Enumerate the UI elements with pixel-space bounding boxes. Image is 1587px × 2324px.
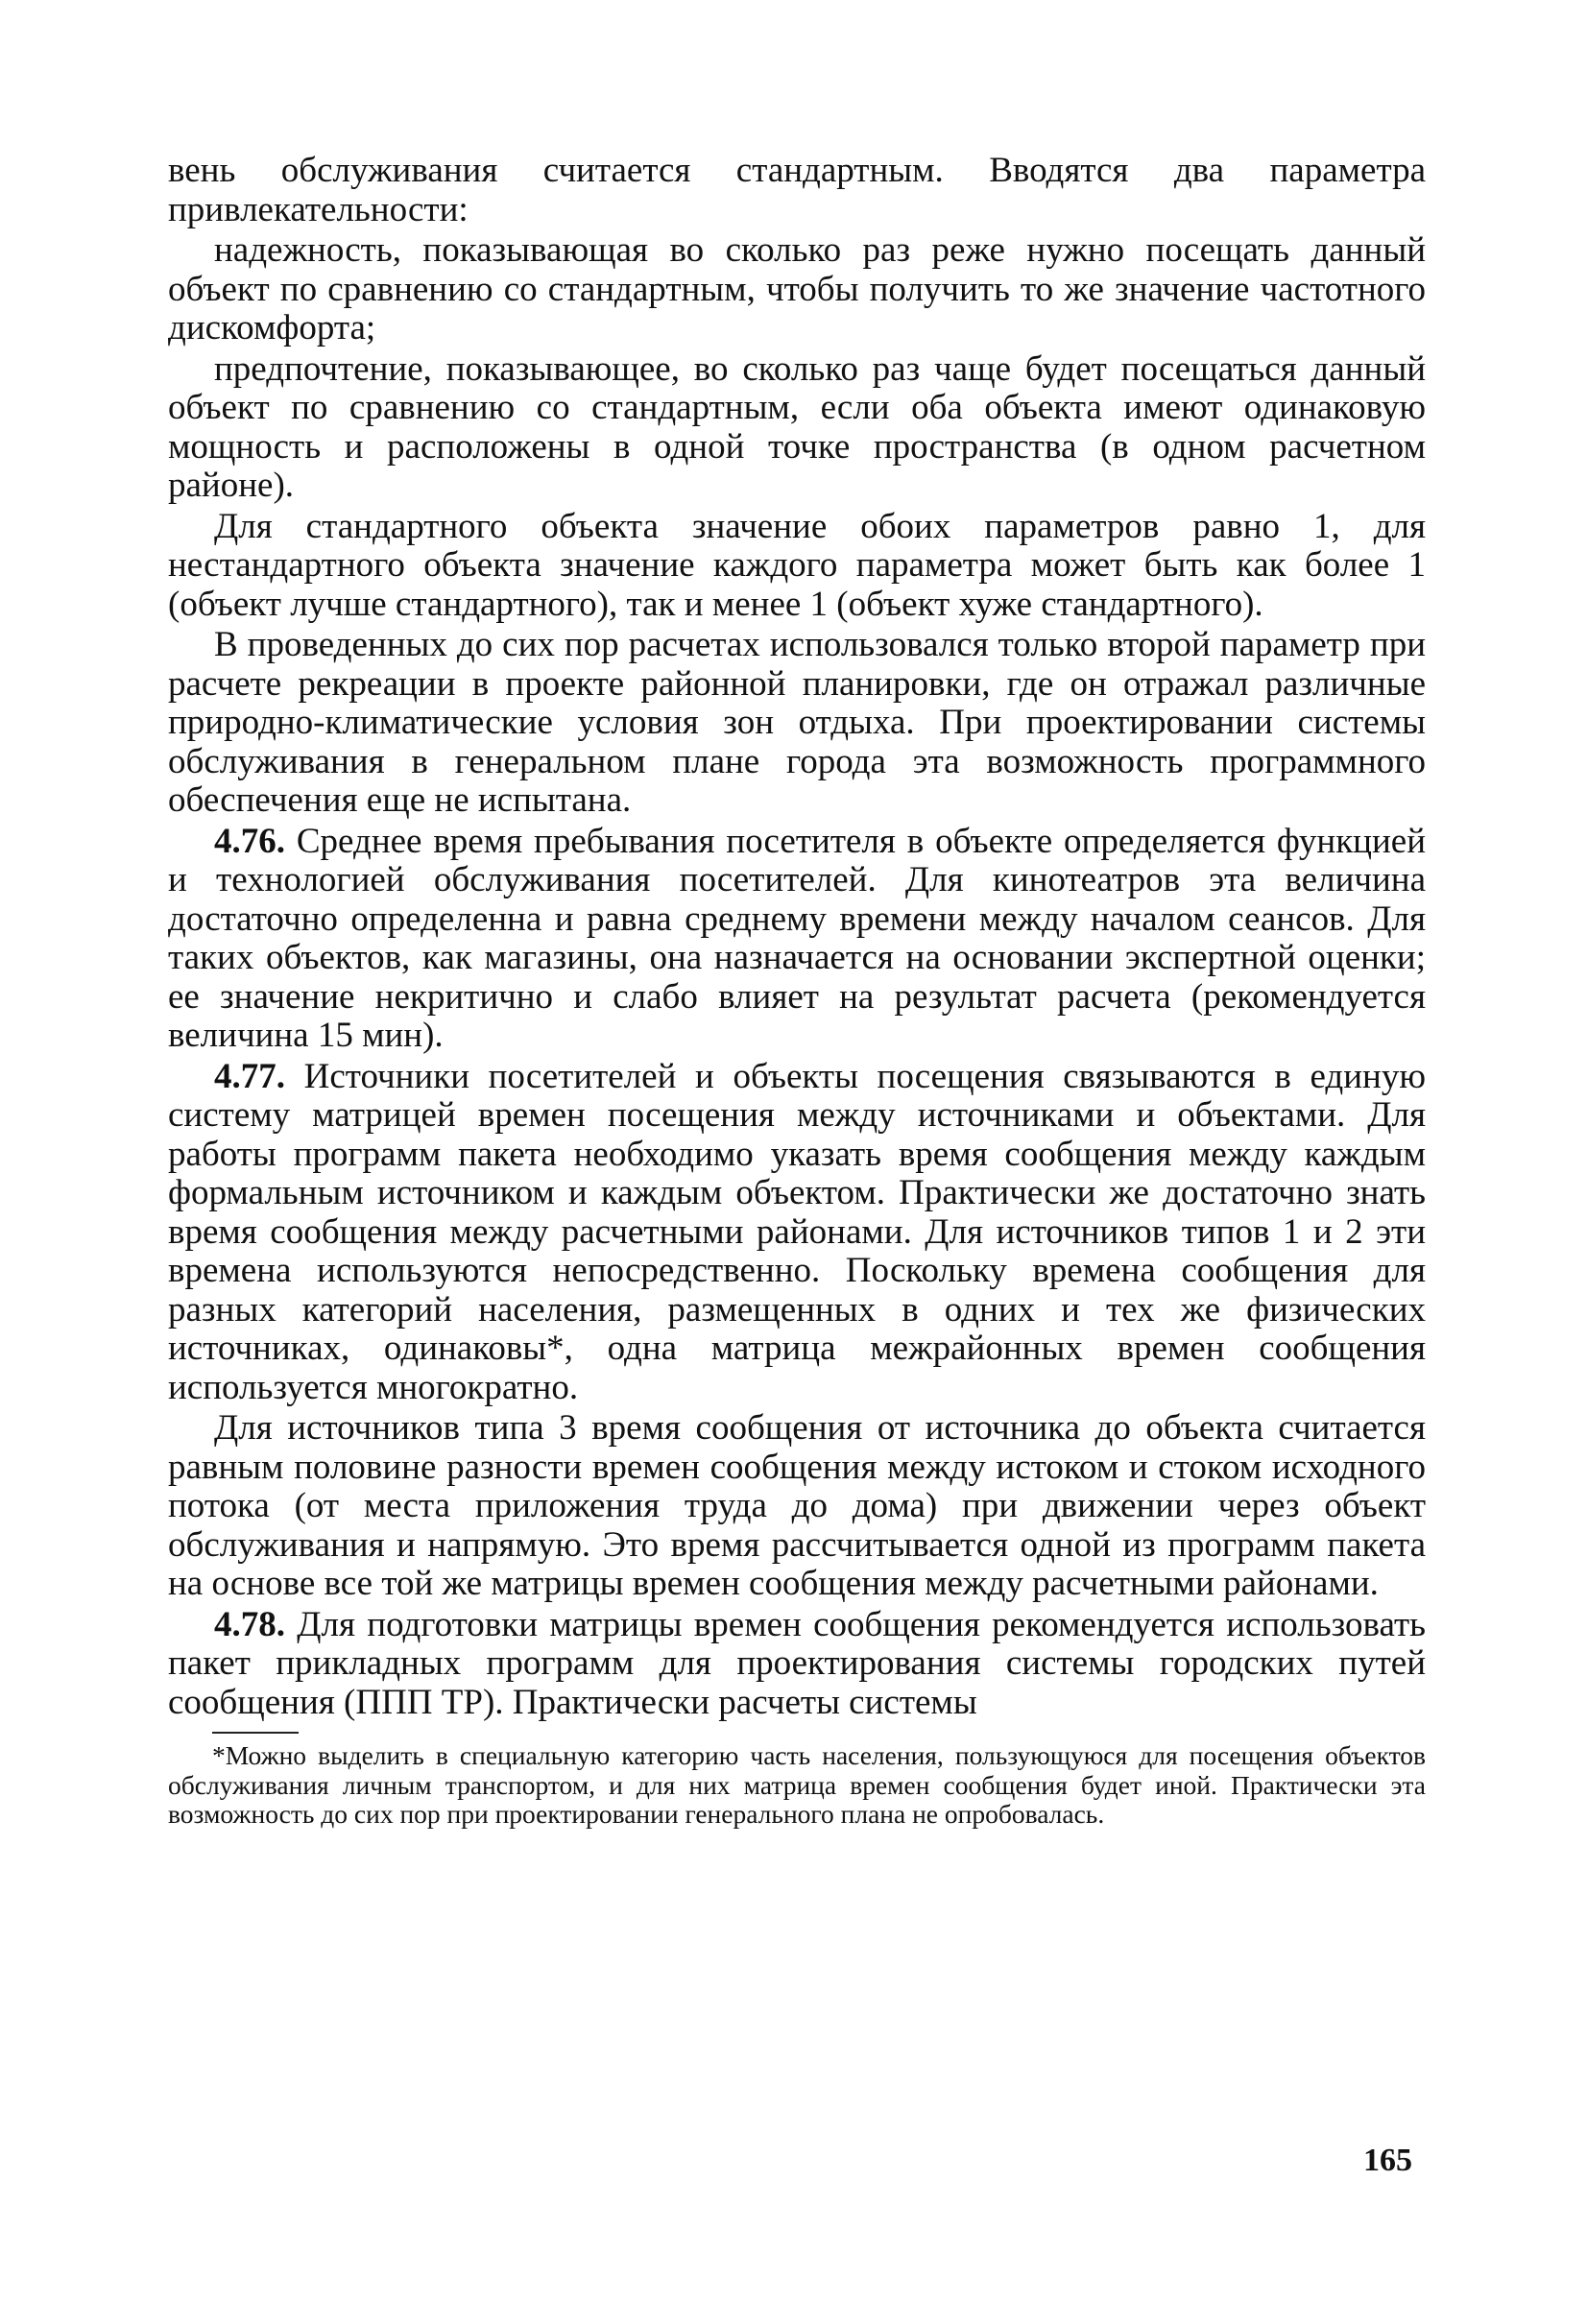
paragraph-continuation: вень обслуживания считается стандартным. Вводятся два параметра привлекательности: xyxy=(168,151,1426,229)
section-text: Источники посетителей и объекты посещения связываются в единую систему матрицей времен посещения между источниками и объектами. Для работы программ пакета необходимо указать время сообщения между каждым формальным источником и каждым объектом. Практически же достаточно знать время сообщения между расчетными районами. Для источников типов 1 и 2 эти времена используются непосредственно. Поскольку времена сообщения для разных категорий населения, размещенных в одних и тех же физических источниках, одинаковы*, одна матрица межрайонных времен сообщения используется многократно. xyxy=(168,1056,1426,1407)
section-4-78 xyxy=(168,1606,1426,1723)
paragraph-reliability-definition: надежность, показывающая во сколько раз реже нужно посещать данный объект по сравнению со стандартным, чтобы получить то же значение частотного дискомфорта; xyxy=(168,230,1426,347)
paragraph-standard-object: Для стандартного объекта значение обоих параметров равно 1, для нестандартного объекта значение каждого параметра может быть как более 1 (объект лучше стандартного), так и менее 1 (объект хуже стандартного). xyxy=(168,506,1426,624)
section-number: 4.78. xyxy=(214,1604,285,1644)
page-body xyxy=(168,152,1426,1830)
paragraph-calculations-history: В проведенных до сих пор расчетах использовался только второй параметр при расчете рекреации в проекте районной планировки, где он отражал различные природно-климатические условия зон отдыха. При проектировании системы обслуживания в генеральном плане города эта возможность программного обеспечения еще не испытана. xyxy=(168,625,1426,820)
section-4-77 xyxy=(168,1058,1426,1408)
footnote-divider xyxy=(212,1732,299,1734)
section-4-76 xyxy=(168,823,1426,1056)
section-number: 4.77. xyxy=(214,1056,285,1096)
section-text: Для подготовки матрицы времен сообщения рекомендуется использовать пакет прикладных программ для проектирования системы городских путей сообщения (ППП ТР). Практически расчеты системы xyxy=(168,1604,1426,1722)
section-text: Среднее время пребывания посетителя в объекте определяется функцией и технологией обслуживания посетителей. Для кинотеатров эта величина достаточно определенна и равна среднему времени между началом сеансов. Для таких объектов, как магазины, она назначается на основании экспертной оценки; ее значение некритично и слабо влияет на результат расчета (рекомендуется величина 15 мин). xyxy=(168,821,1426,1055)
paragraph-source-type-3: Для источников типа 3 время сообщения от источника до объекта считается равным половине разности времен сообщения между истоком и стоком исходного потока (от места приложения труда до дома) при движении через объект обслуживания и напрямую. Это время рассчитывается одной из программ пакета на основе все той же матрицы времен сообщения между расчетными районами. xyxy=(168,1408,1426,1603)
page-number: 165 xyxy=(1363,2143,1412,2178)
section-number: 4.76. xyxy=(214,821,285,861)
paragraph-preference-definition: предпочтение, показывающее, во сколько раз чаще будет посещаться данный объект по сравнению со стандартным, если оба объекта имеют одинаковую мощность и расположены в одной точке пространства (в одном расчетном районе). xyxy=(168,348,1426,505)
footnote: *Можно выделить в специальную категорию часть населения, пользующуюся для посещения объектов обслуживания личным транспортом, и для них матрица времен сообщения будет иной. Практически эта возможность до сих пор при проектировании генерального плана не опробовалась. xyxy=(168,1740,1426,1829)
